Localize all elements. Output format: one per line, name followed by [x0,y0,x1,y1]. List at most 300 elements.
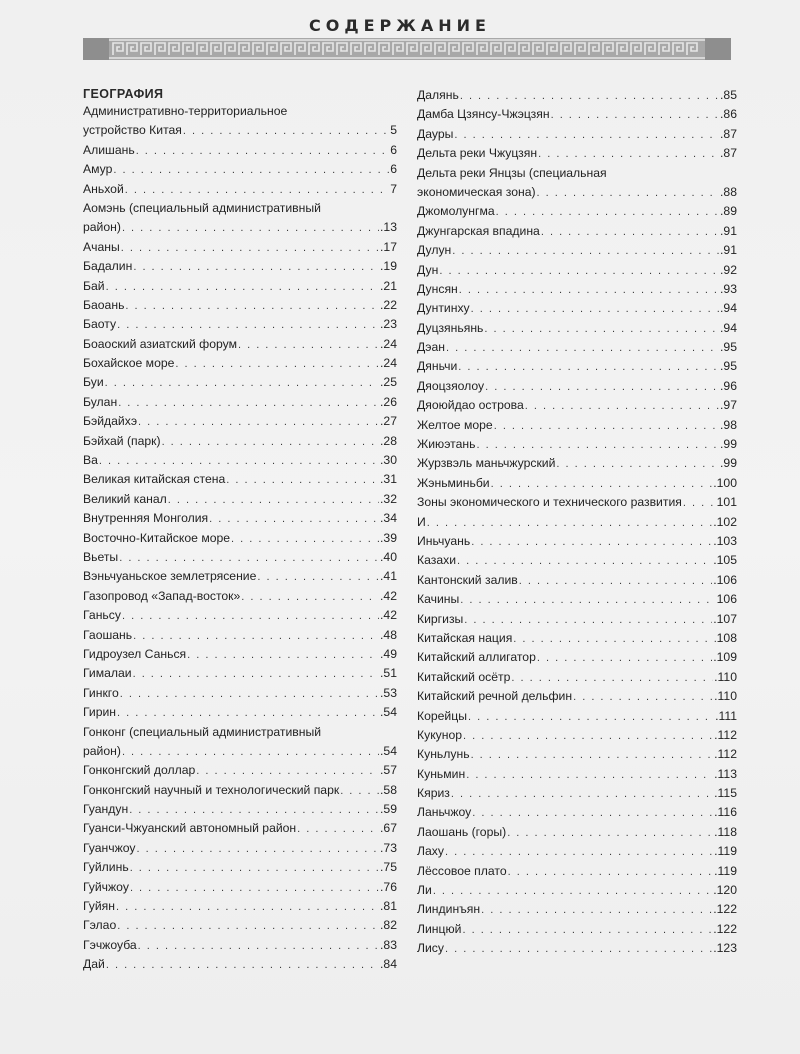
dot-leader [471,533,712,552]
toc-entry-page-number: 6 [390,162,397,177]
toc-entry-page-number: .95 [720,340,737,355]
toc-entry-page-number: .76 [380,879,397,894]
toc-entry-page-number: .42 [380,608,397,623]
toc-entry-title: Ганьсу [83,608,121,623]
toc-entry-title: Ли [417,883,432,898]
toc-entry-title: Гирин [83,705,117,720]
toc-entry-title: Бай [83,278,105,293]
toc-entry-page-number: .105 [713,553,737,568]
toc-entry [83,587,397,606]
toc-entry [417,842,737,861]
dot-leader [226,471,379,490]
toc-entry-page-number: .100 [713,475,737,490]
toc-entry [417,900,737,919]
toc-entry [417,745,737,764]
toc-entry [83,141,397,160]
dot-leader [494,417,719,436]
toc-entry-title: Великий канал [83,491,167,506]
dot-leader [457,552,712,571]
dot-leader [471,300,719,319]
toc-entry [83,451,397,470]
toc-entry-title: Бадалин [83,259,133,274]
dot-leader [122,607,379,626]
toc-entry [417,610,737,629]
toc-entry [83,412,397,431]
toc-entry-title: Дельта реки Янцзы (специальная [417,165,607,180]
dot-leader [116,898,379,917]
toc-entry-page-number: .93 [720,281,737,296]
dot-leader [476,436,719,455]
dot-leader [133,627,379,646]
dot-leader [508,863,714,882]
toc-entry [417,241,737,260]
toc-entry-page-number: .96 [720,378,737,393]
toc-entry-page-number: .119 [714,863,737,878]
toc-entry [83,509,397,528]
toc-entry [83,218,397,237]
dot-leader [463,727,713,746]
toc-entry-title: Кантонский залив [417,572,518,587]
toc-entry-page-number: .19 [380,259,397,274]
toc-entry-title: Иньчуань [417,533,471,548]
toc-entry-title: Джунгарская впадина [417,223,540,238]
toc-entry [417,105,737,124]
toc-entry [417,862,737,881]
toc-entry [417,920,737,939]
dot-leader [538,145,719,164]
toc-entry-title: Линдинъян [417,902,481,917]
toc-entry-page-number: .41 [380,569,397,584]
toc-entry-title: Жиюэтань [417,437,476,452]
toc-entry-page-number: 108 [716,630,737,645]
toc-entry-page-number: .31 [380,472,397,487]
toc-entry-page-number: .110 [714,689,737,704]
toc-entry [83,373,397,392]
toc-entry-page-number: .103 [713,533,737,548]
toc-entry-page-number: .98 [720,417,737,432]
toc-entry [83,742,397,761]
dot-leader [119,549,379,568]
dot-leader [241,588,379,607]
toc-entry-page-number: .22 [380,297,397,312]
toc-entry [417,629,737,648]
toc-entry-page-number: .102 [713,514,737,529]
dot-leader [162,433,379,452]
toc-entry-title: Линцюй [417,921,462,936]
toc-entry [83,878,397,897]
toc-entry-page-number: .116 [714,805,737,820]
dot-leader [175,355,379,374]
dot-leader [683,494,716,513]
toc-entry [83,606,397,625]
toc-entry [83,432,397,451]
toc-entry-page-number: .17 [380,239,397,254]
toc-entry-page-number: .106 [713,572,737,587]
toc-entry-title: Аньхой [83,181,124,196]
dot-leader [120,685,379,704]
toc-entry [83,277,397,296]
toc-entry [83,470,397,489]
toc-entry-page-number: 106 [716,592,737,607]
toc-entry-title: Китайский осётр [417,669,511,684]
toc-entry-page-number: .94 [720,320,737,335]
toc-entry-title: Гидроузел Санься [83,646,187,661]
dot-leader [454,126,719,145]
toc-entry-page-number: .91 [720,223,737,238]
toc-entry [417,493,737,512]
toc-entry [83,315,397,334]
toc-entry-page-number: .92 [720,262,737,277]
dot-leader [117,917,379,936]
toc-entry [83,529,397,548]
toc-entry-title: Гэлао [83,918,117,933]
toc-left-list [83,102,397,975]
toc-entry-page-number: .119 [714,844,737,859]
toc-entry-title: Куньлунь [417,747,470,762]
dot-leader [462,921,712,940]
toc-entry-title: Качины [417,592,460,607]
toc-entry-title: Баоту [83,317,117,332]
toc-entry-title: Лёссовое плато [417,863,507,878]
dot-leader [231,530,379,549]
toc-entry-title: Гонконг (специальный административный [83,724,322,739]
dot-leader [122,743,379,762]
toc-entry-title: Бэйдайхэ [83,414,138,429]
toc-entry-title: И [417,514,426,529]
dot-leader [445,843,713,862]
toc-entry-page-number: .25 [380,375,397,390]
toc-entry-page-number: .54 [380,743,397,758]
dot-leader [118,394,379,413]
toc-entry [83,490,397,509]
toc-entry-title: Гуандун [83,802,129,817]
toc-entry-page-number: .27 [380,414,397,429]
toc-entry-page-number: .111 [715,708,737,723]
toc-entry [83,723,397,742]
toc-entry-page-number: .120 [713,883,737,898]
toc-entry-title: Журзвэль маньчжурский [417,456,556,471]
dot-leader [130,859,379,878]
dot-leader [556,455,719,474]
toc-entry-title: Дамба Цзянсу-Чжэцзян [417,107,550,122]
dot-leader [459,281,719,300]
toc-entry-page-number: .34 [380,511,397,526]
toc-entry-title: Дуцзяньянь [417,320,484,335]
toc-entry-page-number: .115 [714,786,737,801]
toc-entry-page-number: .42 [380,588,397,603]
dot-leader [484,320,719,339]
toc-entry [83,916,397,935]
toc-entry-title: Зоны экономического и технического развития [417,495,682,510]
toc-entry-title: Гуйян [83,899,116,914]
toc-entry [83,102,397,121]
dot-leader [511,669,713,688]
toc-entry-page-number: .110 [714,669,737,684]
dot-leader [472,804,713,823]
toc-entry-page-number: .59 [380,802,397,817]
toc-entry [417,202,737,221]
toc-entry-page-number: .94 [720,301,737,316]
dot-leader [129,801,379,820]
toc-entry-page-number: .39 [380,530,397,545]
toc-entry-page-number: .23 [380,317,397,332]
toc-entry-title: Гонконгский научный и технологический парк [83,782,340,797]
dot-leader [439,262,719,281]
dot-leader [460,591,715,610]
dot-leader [133,665,379,684]
dot-leader [519,572,713,591]
toc-entry-title: Бохайское море [83,356,175,371]
toc-entry-page-number: 5 [390,123,397,138]
dot-leader [133,258,379,277]
toc-entry [417,144,737,163]
toc-entry [83,858,397,877]
toc-entry [417,551,737,570]
toc-entry-page-number: .81 [380,899,397,914]
toc-entry-title: Гуанси-Чжуанский автономный район [83,821,297,836]
toc-entry-title: Дауры [417,126,454,141]
toc-entry [83,354,397,373]
toc-entry [417,571,737,590]
toc-entry-page-number: .75 [380,860,397,875]
toc-entry-title: Гуйлинь [83,860,129,875]
toc-entry-title: Кяриз [417,786,450,801]
toc-entry-page-number: .86 [720,107,737,122]
toc-entry-page-number: .82 [380,918,397,933]
dot-leader [196,762,379,781]
toc-entry [417,377,737,396]
toc-entry-title: Ачаны [83,239,120,254]
dot-leader [485,378,719,397]
toc-entry-page-number: .21 [380,278,397,293]
toc-entry-title: Дунсян [417,281,458,296]
toc-entry [417,86,737,105]
toc-entry-page-number: .99 [720,437,737,452]
toc-entry [417,881,737,900]
toc-entry-title: Джомолунгма [417,204,495,219]
dot-leader [105,374,379,393]
toc-entry [417,687,737,706]
toc-entry [417,474,737,493]
toc-entry-title: Кукунор [417,727,463,742]
toc-entry-title: Дяоцзяолоу [417,378,485,393]
toc-entry [83,781,397,800]
toc-entry [83,664,397,683]
toc-entry [83,800,397,819]
toc-entry-title: Бэйхай (парк) [83,433,161,448]
dot-leader [471,746,714,765]
dot-leader [525,397,719,416]
toc-entry-title: Казахи [417,553,457,568]
toc-entry-page-number: .87 [720,126,737,141]
toc-entry [83,839,397,858]
toc-entry [83,296,397,315]
toc-entry-title: Далянь [417,88,459,102]
dot-leader [106,278,379,297]
dot-leader [491,475,713,494]
dot-leader [238,336,379,355]
toc-entry-title: район) [83,220,121,235]
dot-leader [122,219,379,238]
toc-entry-title: Гуанчжоу [83,840,136,855]
toc-entry-title: Дунтинху [417,301,470,316]
toc-entry-title: Китайская нация [417,630,513,645]
toc-entry-page-number: .51 [380,666,397,681]
toc-entry-title: Киргизы [417,611,464,626]
toc-entry-title: Гималаи [83,666,132,681]
toc-entry [417,261,737,280]
toc-entry [417,396,737,415]
toc-entry-page-number: .48 [380,627,397,642]
toc-entry-page-number: .54 [380,705,397,720]
toc-entry [417,280,737,299]
toc-entry-page-number: .112 [714,747,737,762]
toc-entry [417,454,737,473]
dot-leader [168,491,379,510]
dot-leader [466,766,713,785]
toc-entry-page-number: .30 [380,453,397,468]
dot-leader [183,122,389,141]
toc-entry-page-number: .84 [380,957,397,972]
toc-entry-page-number: .26 [380,394,397,409]
dot-leader [537,184,720,203]
dot-leader [136,142,390,161]
toc-entry [83,645,397,664]
toc-entry [417,513,737,532]
toc-entry-title: Лаху [417,844,444,859]
dot-leader [541,223,719,242]
toc-entry-title: Гонконгский доллар [83,763,196,778]
dot-leader [464,611,712,630]
toc-entry-page-number: .95 [720,359,737,374]
toc-entry [417,338,737,357]
toc-entry-title: Булан [83,394,118,409]
toc-entry-page-number: .107 [713,611,737,626]
toc-entry-title: Китайский аллигатор [417,650,536,665]
toc-entry-page-number: .85 [720,88,737,102]
toc-entry-title: Дяньчи [417,359,458,374]
toc-entry-title: Алишань [83,142,135,157]
toc-entry-page-number: 6 [390,142,397,157]
dot-leader [209,510,379,529]
dot-leader [137,840,380,859]
toc-entry-title: Ва [83,453,98,468]
toc-entry-title: Великая китайская стена [83,472,226,487]
toc-entry [417,823,737,842]
toc-entry-page-number: .118 [714,824,737,839]
dot-leader [573,688,713,707]
toc-entry-page-number: .123 [713,941,737,956]
toc-entry-title: Вэньчуаньское землетрясение [83,569,257,584]
dot-leader [537,649,712,668]
dot-leader [117,316,379,335]
toc-entry-title: Аомэнь (специальный административный [83,200,321,215]
toc-entry-page-number: .87 [720,146,737,161]
toc-entry [83,393,397,412]
toc-entry-title: Восточно-Китайское море [83,530,231,545]
toc-entry [83,548,397,567]
toc-entry-page-number: .112 [714,727,737,742]
dot-leader [121,239,379,258]
toc-entry-page-number: 7 [390,181,397,196]
dot-leader [130,879,379,898]
toc-right-column [417,86,737,959]
toc-entry-title: Гинкго [83,685,119,700]
dot-leader [106,956,379,975]
toc-entry [417,648,737,667]
toc-entry-title: устройство Китая [83,123,182,138]
dot-leader [138,937,379,956]
dot-leader [507,824,713,843]
toc-entry-title: Вьеты [83,549,119,564]
toc-entry-title: Дулун [417,243,452,258]
toc-entry-page-number: .24 [380,336,397,351]
toc-entry [83,199,397,218]
toc-entry-page-number: .53 [380,685,397,700]
toc-entry [83,567,397,586]
toc-entry-title: Китайский речной дельфин [417,689,573,704]
toc-entry-page-number: .13 [380,220,397,235]
toc-entry-page-number: .67 [380,821,397,836]
toc-entry-title: Баоань [83,297,125,312]
dot-leader [481,901,712,920]
toc-entry-title: Дяоюйдао острова [417,398,524,413]
toc-entry-title: Лаошань (горы) [417,824,507,839]
dot-leader [452,242,719,261]
page-title: СОДЕРЖАНИЕ [309,16,491,35]
toc-entry-page-number: .122 [713,902,737,917]
toc-entry [83,955,397,974]
toc-entry [83,335,397,354]
toc-entry-title: район) [83,743,121,758]
toc-entry-title: Буи [83,375,104,390]
toc-entry-page-number: .89 [720,204,737,219]
toc-entry-title: Желтое море [417,417,493,432]
dot-leader [446,339,719,358]
toc-entry-page-number: .91 [720,243,737,258]
toc-entry-page-number: .49 [380,646,397,661]
greek-key-ornament-band [83,38,731,60]
toc-entry [417,765,737,784]
toc-entry-title: Гаошань [83,627,133,642]
toc-entry-title: Дай [83,957,105,972]
toc-entry [417,532,737,551]
toc-entry [417,668,737,687]
dot-leader [496,203,719,222]
toc-entry-title: Гуйчжоу [83,879,129,894]
toc-entry [83,936,397,955]
toc-entry [83,626,397,645]
toc-entry-page-number: .73 [380,840,397,855]
toc-entry-page-number: .57 [380,763,397,778]
toc-entry-page-number: .40 [380,549,397,564]
toc-entry-title: Дун [417,262,439,277]
toc-entry [417,299,737,318]
toc-entry [83,684,397,703]
toc-entry [83,897,397,916]
dot-leader [257,568,379,587]
dot-leader [125,297,379,316]
toc-entry [417,939,737,958]
toc-entry [417,357,737,376]
toc-entry [83,238,397,257]
toc-entry-title: Корейцы [417,708,467,723]
toc-entry-title: Административно-территориальное [83,104,288,118]
toc-entry [417,183,737,202]
toc-entry-title: Газопровод «Запад-восток» [83,588,241,603]
toc-entry [83,180,397,199]
dot-leader [551,106,719,125]
